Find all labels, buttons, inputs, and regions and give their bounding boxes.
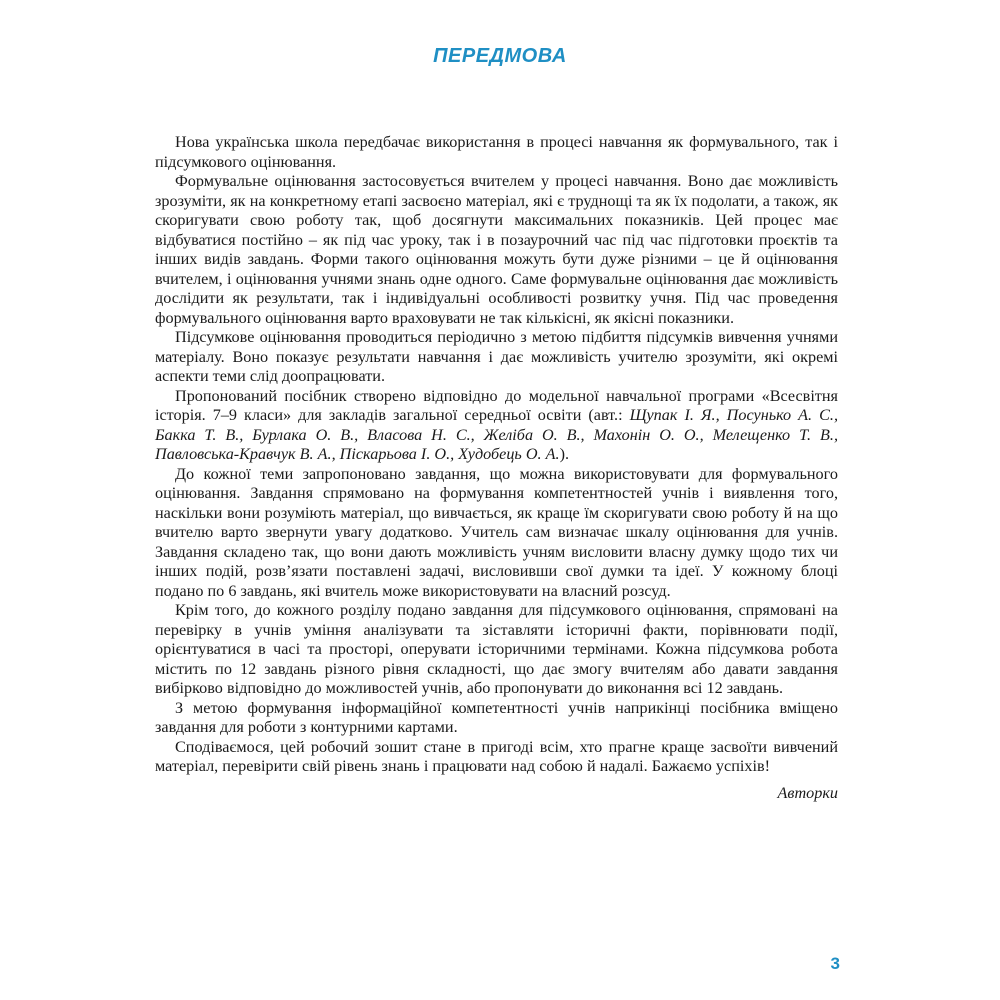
program-authors-list: Щупак І. Я., Посунько А. С., Бакка Т. В., Бурлака О. В., Власова Н. С., Желіба О. В., Махонін О. О., Мелещенко Т. В., Павловська-Кравчук В. А., Піскарьова І. О., Худобець О. А. bbox=[155, 406, 839, 463]
paragraph-formative-assessment bbox=[155, 172, 838, 328]
paragraph-text: До кожної теми запропоновано завдання, що можна використовувати для формувального оцінювання. Завдання спрямовано на формування компетентностей учнів і виявлення того, наскільки вони розуміють матеріал, що вивчається, як краще їм скоригувати свою роботу й на що вчителю варто звернути увагу додатково. Учитель сам визначає шкалу оцінювання для учнів. Завдання складено так, що вони дають можливість учням висловити власну думку щодо тих чи інших подій, розв’язати поставлені задачі, висловивши свої думки та ідеї. У кожному блоці подано по 6 завдань, які вчитель може використовувати на власний розсуд. bbox=[155, 464, 838, 600]
paragraph-text: Пропонований посібник створено відповідно до модельної навчальної програми «Всесвітня історія. 7–9 класи» для закладів загальної середньої освіти (авт.: bbox=[155, 386, 838, 424]
paragraph-closing bbox=[155, 738, 838, 777]
preface-body bbox=[155, 133, 838, 803]
paragraph-text: Нова українська школа передбачає використання в процесі навчання як формувального, так і підсумкового оцінювання. bbox=[155, 133, 838, 171]
paragraph-text: Формувальне оцінювання застосовується вчителем у процесі навчання. Воно дає можливість зрозуміти, як на конкретному етапі засвоєно матеріал, які є труднощі та як їх подолати, а також, як скоригувати свою роботу так, щоб досягнути максимальних показників. Цей процес має відбуватися постійно – як під час уроку, так і в позаурочний час під час підготовки проєктів та інших видів завдань. Форми такого оцінювання можуть бути дуже різними – це й оцінювання вчителем, і оцінювання учнями знань одне одного. Саме формувальне оцінювання дає можливість дослідити як результати, так і індивідуальні особливості розвитку учня. Під час проведення формувального оцінювання варто враховувати не так кількісні, як якісні показники. bbox=[155, 172, 838, 327]
paragraph-program-reference bbox=[155, 387, 838, 465]
authors-signature: Авторки bbox=[777, 783, 838, 802]
paragraph-text: З метою формування інформаційної компетентності учнів наприкінці посібника вміщено завдання для роботи з контурними картами. bbox=[155, 698, 838, 736]
paragraph-text: Крім того, до кожного розділу подано завдання для підсумкового оцінювання, спрямовані на перевірку в учнів уміння аналізувати та зіставляти історичні факти, порівнювати події, орієнтуватися в часі та просторі, оперувати історичними термінами. Кожна підсумкова робота містить по 12 завдань різного рівня складності, що дає змогу вчителям або давати завдання вибірково відповідно до можливостей учнів, або пропонувати до виконання всі 12 завдань. bbox=[155, 601, 838, 697]
page-number: 3 bbox=[830, 954, 840, 973]
paragraph-text: Сподіваємося, цей робочий зошит стане в пригоді всім, хто прагне краще засвоїти вивчений матеріал, перевірити свій рівень знань і працювати над собою й надалі. Бажаємо успіхів! bbox=[155, 737, 838, 775]
paragraph-text: Підсумкове оцінювання проводиться періодично з метою підбиття підсумків вивчення учнями матеріалу. Воно показує результати навчання і дає можливість учителю зрозуміти, які окремі аспекти теми слід доопрацювати. bbox=[155, 328, 838, 385]
page-title: ПЕРЕДМОВА bbox=[433, 45, 567, 67]
paragraph-intro bbox=[155, 133, 838, 172]
paragraph-contour-maps bbox=[155, 699, 838, 738]
paragraph-summative-assessment bbox=[155, 328, 838, 387]
paragraph-topic-tasks bbox=[155, 465, 838, 602]
paragraph-section-tasks bbox=[155, 601, 838, 699]
paragraph-text: ). bbox=[559, 445, 569, 463]
